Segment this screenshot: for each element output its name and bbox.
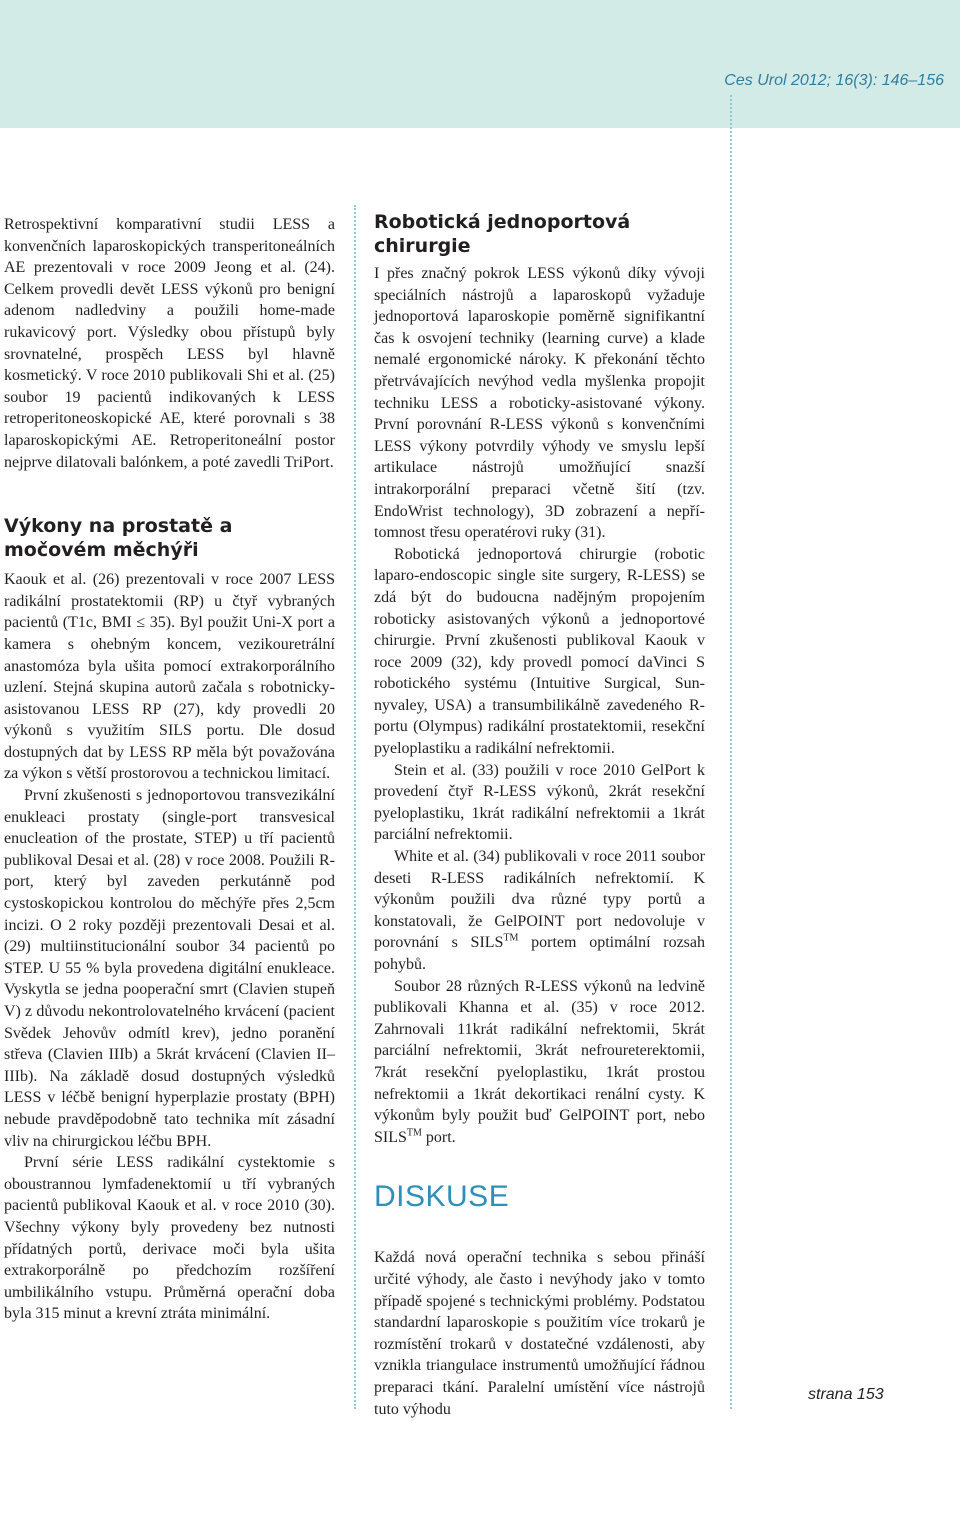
section-heading-diskuse: DISKUSE: [374, 1180, 510, 1214]
column-divider-left: [354, 205, 356, 1409]
paragraph: První série LESS radikální cystektomie s oboustrannou lymfadenektomií u tří vybraných pacientů publikoval Kaouk et al. v roce 2010 (30). Všechny výkony byly provedeny bez nutnosti přídatných portů, derivace moči byla ušita extrakorporálně po předchozím rozšíření umbilikálního vstupu. Průměrná operační doba byla 315 minut a krevní ztráta minimální.: [4, 1154, 335, 1323]
paragraph: [374, 976, 705, 1149]
column-divider-right: [730, 95, 732, 1409]
paragraph: Robotická jednoportová chirurgie (robotic laparo-endoscopic single site surgery, R-LESS) se zdá být do budoucna nadějným propojením roboticky asistovaných výkonů a jednoportové chirurgie. První zkušenosti publikoval Kaouk v roce 2009 (32), kdy provedl pomocí daVinci S robotického systému (Intuitive Surgical, Sunnyvaley, USA) a transumbilikálně zavedeného R-portu (Olympus) radikální prostatektomii, resekční pyeloplastiku a radikální nefrektomii.: [374, 545, 705, 758]
trademark-superscript: TM: [503, 933, 519, 945]
paragraph: I přes značný pokrok LESS výkonů díky vývoji speciálních nástrojů a laparoskopů vyžaduje jednoportová laparoskopie poměrně signifikantní čas k osvojení techniky (learning curve) a klade nemalé ergonomické nároky. K překonání těchto přetrvávajících nevýhod vedla myšlenka propojit techniku LESS a roboticky-asistované výkony. První porovnání R-LESS výkonů s konvenčními LESS výkony potvrdily výhody ve smyslu lepší artikulace nástrojů umožňující snazší intrakorporální preparaci včetně šití (tzv. EndoWrist technology), 3D zobrazení a nepřítomnost třesu operatérovi ruky (31).: [374, 265, 705, 542]
text-run: port.: [421, 1128, 456, 1146]
paragraph: První zkušenosti s jednoportovou transvezikální enukleaci prostaty (single-port transvesical enucleation of the prostate, STEP) u tří pacientů publikoval Desai et al. (28) v roce 2008. Použili R-port, který byl zaveden perkutánně pod cystoskopickou kontrolou do měchýře přes 2,5cm incizi. O 2 roky později prezentovali Desai et al. (29) multiinstitucionální soubor 34 pacientů po STEP. U 55 % byla provedena digitální enukleace. Vyskytla se jedna pooperační smrt (Clavien stupeň V) z důvodu nekontrolovatelného krvácení (pacient Svědek Jehovův odmítl krev), jedno poranění střeva (Clavien IIIb) a 5krát krvácení (Clavien II–IIIb). Na základě dosud dostupných výsledků LESS v léčbě benigní hyperplazie prostaty (BPH) nebude pravděpodobně tato technika mít zásadní vliv na chirurgickou léčbu BPH.: [4, 787, 335, 1150]
section-heading-robotic: Robotická jednoportová chirurgie: [374, 211, 631, 257]
text-run: White et al. (34) publikovali v roce 2011 soubor deseti R-LESS radikálních nefrektomií. K výkonům použili dva různé typy portů a konstatovali, že GelPOINT port nedovoluje v porovnání s SILS: [374, 848, 705, 952]
text-run: portem optimální rozsah pohybů.: [374, 934, 705, 973]
section-heading-prostate: Výkony na prostatě a močovém měchýři: [4, 515, 233, 562]
paragraph: Každá nová operační technika s sebou přináší určité výhody, ale často i nevýhody jako v tomto případě spojené s technickými problémy. Podstatou standardní laparoskopie s použitím více trokarů je rozmístění trokarů v dostatečné vzdálenosti, aby vznikla triangulace instrumentů umožňující řádnou preparaci tkání. Paralelní umístění více nástrojů tuto výhodu: [374, 1249, 705, 1418]
left-column: [4, 214, 335, 1325]
header-band: [0, 0, 960, 128]
intro-paragraph: Retrospektivní komparativní studii LESS a konvenčních laparoskopických transperitoneálních AE prezentovali v roce 2009 Jeong et al. (24). Celkem provedli devět LESS výkonů pro benigní adenom nadledviny a použili home-made rukavicový port. Výsledky obou přístupů byly srovnatelné, prospěch LESS byl hlavně kosmetický. V roce 2010 publikovali Shi et al. (25) soubor 19 pacientů indikovaných k LESS retroperitoneoskopické AE, které porovnali s 38 laparoskopickými AE. Retroperitoneální postor nejprve dilatovali balónkem, a poté zavedli TriPort.: [4, 216, 335, 471]
right-column: [374, 210, 705, 1420]
trademark-superscript: TM: [406, 1127, 422, 1139]
paragraph: Kaouk et al. (26) prezentovali v roce 2007 LESS radikální prostatektomii (RP) u čtyř vybraných pacientů (T1c, BMI ≤ 35). Byl použit Uni-X port a kamera s ohebným koncem, vezikouretrální anastomóza byla ušita pomocí extrakorporálního uzlení. Stejná skupina autorů začala s robotnicky-asistovanou LESS RP (27), kdy provedli 20 výkonů s využitím SILS portu. Dle dosud dostupných dat by LESS RP měla být považována za výkon s větší prostorovou a technickou limitací.: [4, 571, 335, 783]
text-run: Soubor 28 různých R-LESS výkonů na ledvině publikovali Khanna et al. (35) v roce 2012. Zahrnovali 11krát radikální nefrektomii, 5krát parciální nefrektomii, 3krát nefroureterektomii, 7krát resekční pyeloplastiku, 1krát prostou nefrektomii a 1krát dekortikaci renální cysty. K výkonům byly použit buď GelPOINT port, nebo SILS: [374, 977, 705, 1146]
paragraph: Stein et al. (33) použili v roce 2010 GelPort k provedení čtyř R-LESS výkonů, 2krát resekční pyeloplastiku, 1krát radikální nefrektomii a 1krát parciální nefrektomii.: [374, 761, 705, 844]
page-number: strana 153: [808, 1386, 884, 1403]
paragraph: [374, 846, 705, 976]
journal-reference: Ces Urol 2012; 16(3): 146–156: [724, 72, 944, 89]
